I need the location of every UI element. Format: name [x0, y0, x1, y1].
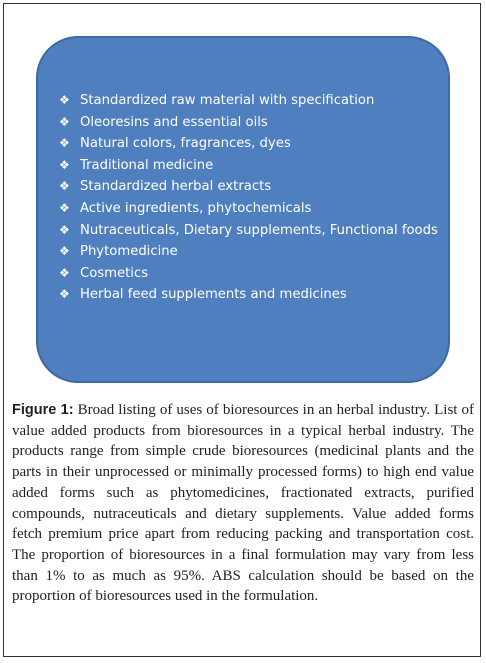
figure-label: Figure 1:	[12, 402, 74, 418]
list-item	[58, 241, 438, 263]
list-item	[58, 90, 438, 112]
diamond-bullet-icon: ❖	[59, 287, 70, 302]
list-item	[58, 284, 438, 306]
uses-list	[58, 90, 438, 306]
list-item	[58, 220, 438, 242]
list-item-text: Natural colors, fragrances, dyes	[80, 136, 291, 152]
list-item	[58, 112, 438, 134]
list-item	[58, 155, 438, 177]
diamond-bullet-icon: ❖	[59, 93, 70, 107]
diamond-bullet-icon: ❖	[59, 157, 70, 172]
diamond-bullet-icon: ❖	[59, 265, 70, 280]
diamond-bullet-icon: ❖	[59, 200, 70, 215]
list-item-text: Traditional medicine	[80, 157, 214, 173]
list-item-text: Phytomedicine	[80, 244, 178, 260]
list-item	[58, 176, 438, 198]
list-item-text: Oleoresins and essential oils	[80, 114, 268, 130]
list-item-text: Standardized raw material with specification	[80, 93, 375, 108]
list-item	[58, 198, 438, 220]
list-item-text: Active ingredients, phytochemicals	[80, 200, 312, 216]
list-item	[58, 133, 438, 155]
diamond-bullet-icon: ❖	[59, 222, 70, 237]
list-item	[58, 263, 438, 285]
figure-caption	[12, 400, 474, 607]
caption-text: Broad listing of uses of bioresources in an herbal industry. List of value added products from bioresources in a typical herbal industry. The products range from simple crude bioresources (medicinal plants and the parts in their unprocessed or minimally processed forms) to high end value added forms such as phytomedicines, fractionated extracts, purified compounds, nutraceuticals and dietary supplements. Value added forms fetch premium price apart from reducing packing and transportation cost. The proportion of bioresources in a final formulation may vary from less than 1% to as much as 95%. ABS calculation should be based on the proportion of bioresources used in the formulation.	[12, 402, 475, 605]
list-item-text: Cosmetics	[80, 265, 149, 281]
list-item-text: Standardized herbal extracts	[80, 179, 272, 195]
diamond-bullet-icon: ❖	[59, 136, 70, 151]
diamond-bullet-icon: ❖	[59, 179, 70, 194]
diamond-bullet-icon: ❖	[59, 114, 70, 129]
list-item-text: Herbal feed supplements and medicines	[80, 287, 347, 303]
diamond-bullet-icon: ❖	[59, 244, 70, 259]
list-item-text: Nutraceuticals, Dietary supplements, Functional foods	[80, 222, 438, 238]
